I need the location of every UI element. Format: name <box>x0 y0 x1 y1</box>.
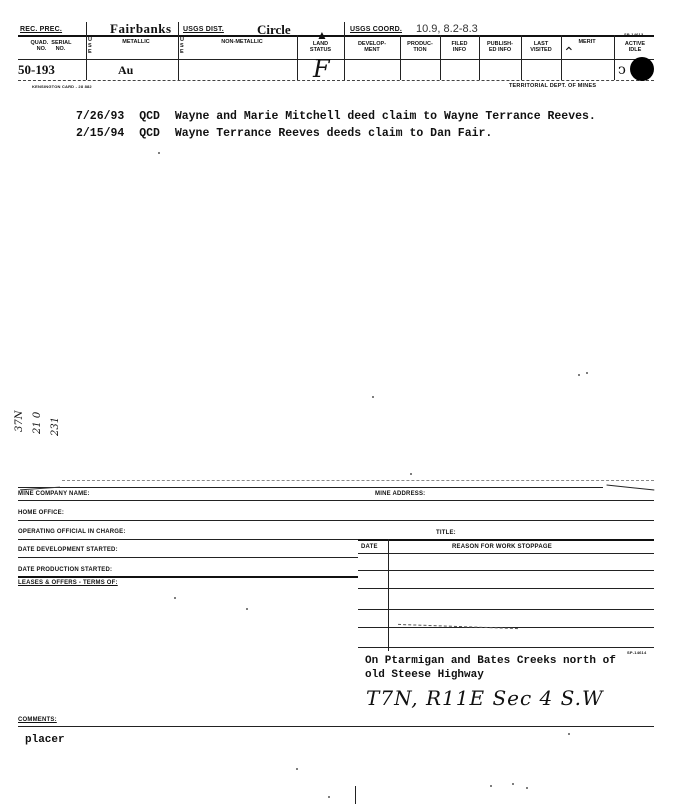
header-mid-rule <box>18 59 654 60</box>
stoppage-row-rule <box>358 609 654 610</box>
published-info-label: PUBLISH- ED INFO <box>487 41 513 53</box>
metallic-value: Au <box>118 63 134 77</box>
scan-speck <box>372 396 374 398</box>
scan-speck <box>526 787 528 789</box>
home-office-rule <box>18 520 654 521</box>
form-number-bottom: SP-14614 <box>627 650 647 655</box>
scan-speck <box>246 608 248 610</box>
list-item <box>76 110 596 123</box>
col-rule <box>86 22 87 80</box>
date-production-label: DATE PRODUCTION STARTED: <box>18 567 113 573</box>
date-development-label: DATE DEVELOPMENT STARTED: <box>18 547 118 553</box>
dist-pen-mark: ▲ <box>316 28 328 42</box>
entry-type: QCD <box>139 110 160 123</box>
entry-text: Wayne and Marie Mitchell deed claim to Wayne Terrance Reeves. <box>174 110 596 123</box>
margin-note <box>14 412 84 452</box>
stoppage-row-rule <box>358 570 654 571</box>
company-rule <box>18 500 654 501</box>
rec-prec-value: Fairbanks <box>110 21 172 36</box>
stoppage-row-rule <box>358 647 654 648</box>
home-office-label: HOME OFFICE: <box>18 510 65 516</box>
rec-prec-label: REC. PREC. <box>20 26 63 33</box>
scan-speck <box>512 783 514 785</box>
margin-note-line: 37N <box>14 410 25 432</box>
header-bottom-dash <box>18 80 654 81</box>
land-status-value: F <box>313 55 330 83</box>
nonmetallic-label: NON-METALLIC <box>221 39 263 45</box>
development-label: DEVELOP- MENT <box>357 41 387 53</box>
scan-speck <box>578 374 580 376</box>
merit-label: MERIT <box>578 39 596 45</box>
stoppage-date-rule <box>388 539 389 651</box>
quad-serial-label: QUAD. SERIAL NO. NO. <box>30 40 72 52</box>
active-idle-label: ACTIVE IDLE <box>624 41 646 53</box>
quad-serial-value: 50-193 <box>18 62 55 77</box>
usgs-nonmetallic-code: U S E <box>180 37 184 55</box>
scan-speck <box>410 473 412 475</box>
filed-info-label: FILED INFO <box>451 41 468 53</box>
scan-speck <box>174 597 176 599</box>
usgs-dist-label: USGS DIST. <box>183 26 224 33</box>
last-visited-label: LAST VISITED <box>530 41 552 53</box>
comments-label: COMMENTS: <box>18 717 57 723</box>
comments-rule <box>18 726 654 727</box>
entry-date: 2/15/94 <box>76 127 125 140</box>
pen-stroke <box>606 485 655 499</box>
entry-text: Wayne Terrance Reeves deeds claim to Dan Fair. <box>174 127 493 140</box>
mine-company-label: MINE COMPANY NAME: <box>18 491 90 497</box>
location-handwritten: T7N, R11E Sec 4 S.W <box>366 686 604 710</box>
stoppage-top-rule <box>358 539 654 541</box>
land-status-label: LAND STATUS <box>309 41 332 53</box>
entry-date: 7/26/93 <box>76 110 125 123</box>
usgs-coord-label: USGS COORD. <box>350 26 402 33</box>
usgs-coord-value: 10.9, 8.2-8.3 <box>416 23 478 35</box>
margin-note-line: 21 0 <box>32 411 43 434</box>
idle-pen-mark: ↄ <box>618 62 626 78</box>
scan-speck <box>296 768 298 770</box>
title-label: TITLE: <box>436 530 456 536</box>
scan-speck <box>328 796 330 798</box>
entry-type: QCD <box>139 127 160 140</box>
scan-speck <box>586 372 588 374</box>
date-column-label: DATE <box>361 544 378 550</box>
leases-label: LEASES & OFFERS - TERMS OF: <box>18 580 118 586</box>
stoppage-row-rule <box>358 588 654 589</box>
operating-official-label: OPERATING OFFICIAL IN CHARGE: <box>18 529 126 535</box>
territorial-label: TERRITORIAL DEPT. OF MINES <box>509 83 597 89</box>
mine-address-label: MINE ADDRESS: <box>375 491 426 497</box>
production-rule <box>18 576 358 578</box>
header-top-rule <box>18 35 654 37</box>
development-rule <box>18 557 358 558</box>
active-dot <box>630 57 654 81</box>
scan-speck <box>568 733 570 735</box>
bottom-edge-mark <box>355 786 356 804</box>
company-rule-top <box>18 487 603 488</box>
metallic-label: METALLIC <box>122 39 150 45</box>
comments-value: placer <box>25 734 65 746</box>
kensington-label: KENSINGTON CARD - 28 882 <box>32 84 92 89</box>
official-rule <box>18 539 358 540</box>
usgs-metallic-code: U S E <box>88 37 92 55</box>
scan-speck <box>490 785 492 787</box>
production-label: PRODUC- TION <box>407 41 433 53</box>
usgs-dist-value: Circle <box>257 22 291 37</box>
stoppage-header-rule <box>358 553 654 554</box>
margin-note-line: 231 <box>50 416 61 436</box>
location-line: old Steese Highway <box>365 669 484 681</box>
form-number-top: SP-14613 <box>624 32 644 37</box>
list-item <box>76 127 492 140</box>
location-line: On Ptarmigan and Bates Creeks north of <box>365 655 616 667</box>
scan-speck <box>158 152 160 154</box>
col-rule <box>178 22 179 80</box>
reason-stoppage-label: REASON FOR WORK STOPPAGE <box>452 544 552 550</box>
section-dash <box>62 480 654 481</box>
last-visited-check: ⌃ <box>563 45 575 61</box>
